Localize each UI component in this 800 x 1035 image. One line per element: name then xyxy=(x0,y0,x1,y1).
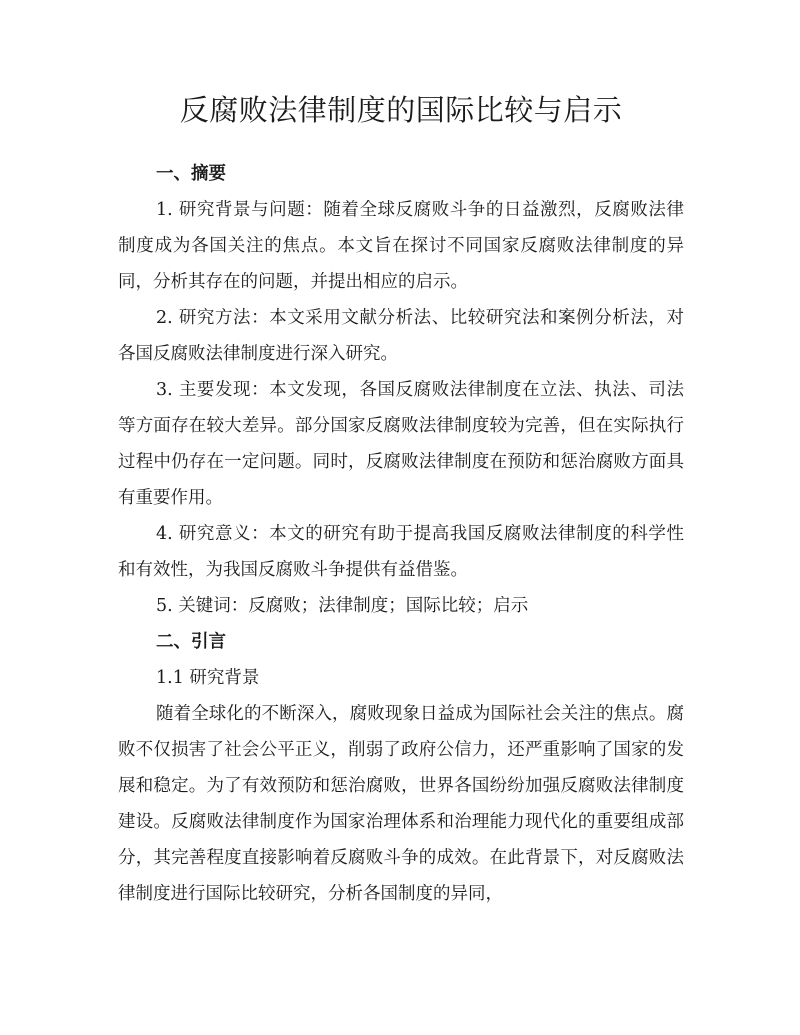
section-heading-introduction: 二、引言 xyxy=(156,632,226,652)
document-title: 反腐败法律制度的国际比较与启示 xyxy=(179,93,623,127)
introduction-paragraph: 随着全球化的不断深入，腐败现象日益成为国际社会关注的焦点。腐败不仅损害了社会公平正义，削弱了政府公信力，还严重影响了国家的发展和稳定。为了有效预防和惩治腐败，世界各国纷纷加强反腐败法律制度建设。反腐败法律制度作为国家治理体系和治理能力现代化的重要组成部分，其完善程度直接影响着反腐败斗争的成效。在此背景下，对反腐败法律制度进行国际比较研究，分析各国制度的异同， xyxy=(118,704,684,904)
abstract-paragraph-keywords: 5. 关键词：反腐败；法律制度；国际比较；启示 xyxy=(156,596,529,616)
section-heading-abstract: 一、摘要 xyxy=(156,164,226,184)
abstract-paragraph-significance: 4. 研究意义：本文的研究有助于提高我国反腐败法律制度的科学性和有效性，为我国反腐败斗争提供有益借鉴。 xyxy=(118,524,684,580)
abstract-paragraph-methods: 2. 研究方法：本文采用文献分析法、比较研究法和案例分析法，对各国反腐败法律制度进行深入研究。 xyxy=(118,308,684,364)
document-page xyxy=(118,90,684,912)
subsection-heading-background: 1.1 研究背景 xyxy=(156,668,260,688)
abstract-paragraph-background: 1. 研究背景与问题：随着全球反腐败斗争的日益激烈，反腐败法律制度成为各国关注的焦点。本文旨在探讨不同国家反腐败法律制度的异同，分析其存在的问题，并提出相应的启示。 xyxy=(118,200,684,292)
abstract-paragraph-findings: 3. 主要发现：本文发现，各国反腐败法律制度在立法、执法、司法等方面存在较大差异。部分国家反腐败法律制度较为完善，但在实际执行过程中仍存在一定问题。同时，反腐败法律制度在预防和惩治腐败方面具有重要作用。 xyxy=(118,380,684,508)
